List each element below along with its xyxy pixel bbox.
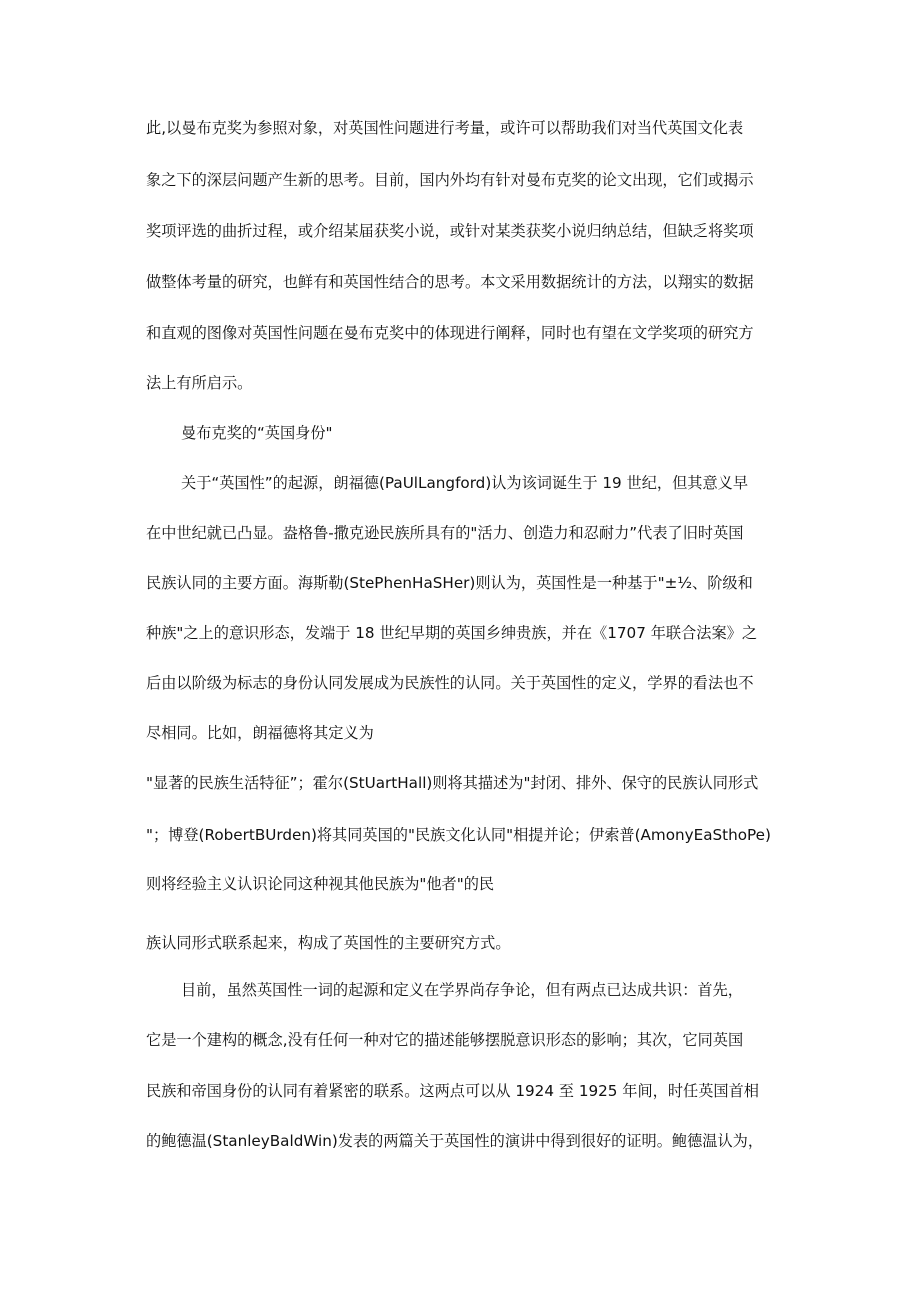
paragraph-line: 则将经验主义认识论同这种视其他民族为"他者"的民 xyxy=(146,875,495,893)
paragraph-line: 它是一个建构的概念,没有任何一种对它的描述能够摆脱意识形态的影响；其次，它同英国 xyxy=(146,1031,744,1049)
paragraph-line: 族认同形式联系起来，构成了英国性的主要研究方式。 xyxy=(146,934,511,952)
paragraph-line: 后由以阶级为标志的身份认同发展成为民族性的认同。关于英国性的定义，学界的看法也不 xyxy=(146,674,754,692)
paragraph-line: 和直观的图像对英国性问题在曼布克奖中的体现进行阐释，同时也有望在文学奖项的研究方 xyxy=(146,324,754,342)
paragraph-line: 做整体考量的研究，也鲜有和英国性结合的思考。本文采用数据统计的方法，以翔实的数据 xyxy=(146,273,754,291)
paragraph-line: "；博登(RobertBUrden)将其同英国的"民族文化认同"相提并论；伊索普(AmonyEaSthoPe) xyxy=(146,826,771,844)
section-heading: 曼布克奖的“英国身份" xyxy=(181,424,333,442)
paragraph-line: 民族认同的主要方面。海斯勒(StePhenHaSHer)则认为，英国性是一种基于"±½、阶级和 xyxy=(146,574,753,592)
paragraph-line: 关于“英国性”的起源，朗福德(PaUlLangford)认为该词诞生于 19 世纪，但其意义早 xyxy=(181,474,749,492)
paragraph-line: 在中世纪就已凸显。盎格鲁-撒克逊民族所具有的"活力、创造力和忍耐力”代表了旧时英国 xyxy=(146,524,744,542)
paragraph-line: 的鲍德温(StanleyBaldWin)发表的两篇关于英国性的演讲中得到很好的证明。鲍德温认为， xyxy=(146,1132,764,1150)
paragraph-line: 目前，虽然英国性一词的起源和定义在学界尚存争论，但有两点已达成共识：首先， xyxy=(181,981,743,999)
paragraph-line: 尽相同。比如，朗福德将其定义为 xyxy=(146,724,374,742)
paragraph-line: 此,以曼布克奖为参照对象，对英国性问题进行考量，或许可以帮助我们对当代英国文化表 xyxy=(146,119,744,137)
paragraph-line: "显著的民族生活特征”；霍尔(StUartHall)则将其描述为"封闭、排外、保守的民族认同形式 xyxy=(146,774,759,792)
paragraph-line: 象之下的深层问题产生新的思考。目前，国内外均有针对曼布克奖的论文出现，它们或揭示 xyxy=(146,171,754,189)
paragraph-line: 法上有所启示。 xyxy=(146,374,253,392)
paragraph-line: 奖项评选的曲折过程，或介绍某届获奖小说，或针对某类获奖小说归纳总结，但缺乏将奖项 xyxy=(146,222,754,240)
paragraph-line: 民族和帝国身份的认同有着紧密的联系。这两点可以从 1924 至 1925 年间，时任英国首相 xyxy=(146,1082,759,1100)
paragraph-line: 种族"之上的意识形态，发端于 18 世纪早期的英国乡绅贵族，并在《1707 年联合法案》之 xyxy=(146,624,758,642)
